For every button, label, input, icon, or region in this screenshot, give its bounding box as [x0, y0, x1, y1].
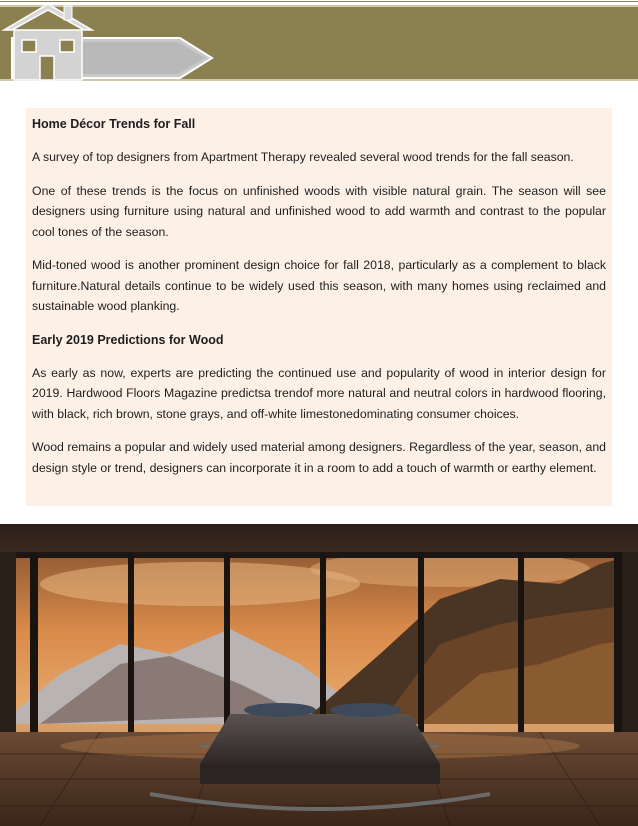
paragraph-survey: A survey of top designers from Apartment Therapy revealed several wood trends for the fall season. [32, 150, 574, 164]
paragraph-mid-toned-wood: Mid-toned wood is another prominent design choice for fall 2018, particularly as a complement to black furniture.Natural details continue to be widely used this season, with many homes using reclaimed and sustainable wood planking. [32, 258, 606, 313]
bedroom-with-mountain-view-image [0, 524, 638, 826]
paragraph-wood-remains-popular: Wood remains a popular and widely used material among designers. Regardless of the year, season, and design style or trend, designers can incorporate it in a room to add a touch of warmth or earthy element. [32, 440, 606, 475]
paragraph-experts-predicting: As early as now, experts are predicting the continued use and popularity of wood in interior design for 2019. Hardwood Floors Magazine predictsa trendof more natural and neutral colors in hardwood flooring, with black, rich brown, stone grays, and off-white limestonedominating consumer choices. [32, 365, 606, 421]
header-banner [0, 0, 638, 86]
heading-early-2019-predictions: Early 2019 Predictions for Wood [32, 332, 224, 347]
heading-home-decor-trends: Home Décor Trends for Fall [32, 117, 196, 131]
article-panel [26, 108, 612, 506]
paragraph-unfinished-woods: One of these trends is the focus on unfinished woods with visible natural grain. The season will see designers using furniture using natural and unfinished wood to add warmth and contrast to the popular cool tones of the season. [32, 183, 606, 239]
house-arrow-icon [0, 0, 215, 86]
